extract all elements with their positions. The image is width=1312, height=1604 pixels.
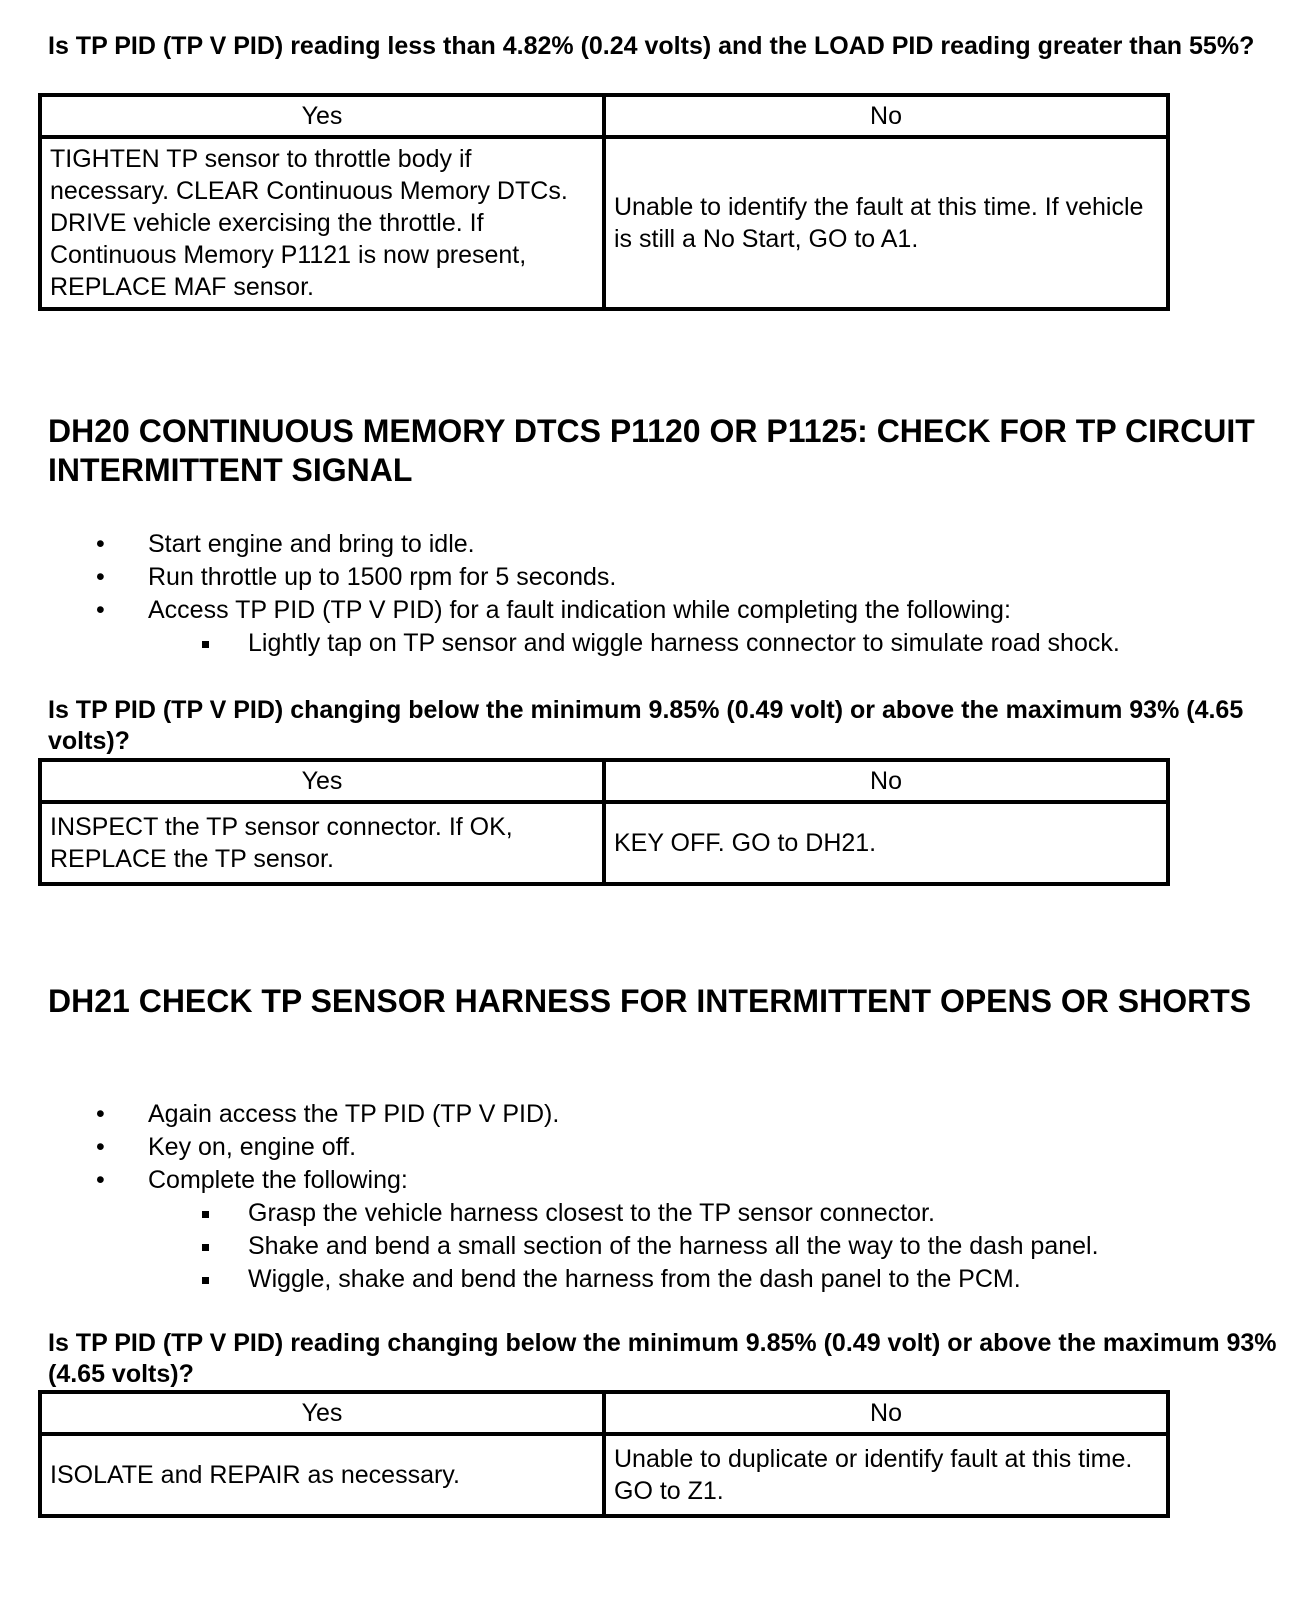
yes-action: ISOLATE and REPAIR as necessary.: [40, 1434, 604, 1516]
dh21-decision-table: [38, 1390, 1170, 1518]
dh20-steps: [48, 528, 1278, 660]
yes-header: Yes: [40, 760, 604, 802]
q1-question: Is TP PID (TP V PID) reading less than 4.82% (0.24 volts) and the LOAD PID reading greater than 55%?: [48, 32, 1255, 60]
list-subitem: Shake and bend a small section of the harness all the way to the dash panel.: [48, 1230, 1278, 1263]
dh21-heading: DH21 CHECK TP SENSOR HARNESS FOR INTERMITTENT OPENS OR SHORTS: [48, 983, 1252, 1019]
yes-action: INSPECT the TP sensor connector. If OK, REPLACE the TP sensor.: [40, 802, 604, 884]
dh21-question: Is TP PID (TP V PID) reading changing below the minimum 9.85% (0.49 volt) or above the maximum 93% (4.65 volts)?: [48, 1329, 1277, 1388]
list-item: • Complete the following:: [48, 1164, 1278, 1197]
no-header: No: [604, 95, 1168, 137]
yes-header: Yes: [40, 1392, 604, 1434]
list-item: • Again access the TP PID (TP V PID).: [48, 1098, 1278, 1131]
list-item: • Access TP PID (TP V PID) for a fault indication while completing the following:: [48, 594, 1278, 627]
dh20-question: Is TP PID (TP V PID) changing below the minimum 9.85% (0.49 volt) or above the maximum 93% (4.65 volts)?: [48, 696, 1244, 755]
list-subitem: Grasp the vehicle harness closest to the TP sensor connector.: [48, 1197, 1278, 1230]
q1-decision-table: [38, 93, 1170, 311]
no-action: Unable to duplicate or identify fault at this time. GO to Z1.: [604, 1434, 1168, 1516]
dh21-steps: [48, 1098, 1278, 1296]
list-item: • Run throttle up to 1500 rpm for 5 seconds.: [48, 561, 1278, 594]
no-header: No: [604, 1392, 1168, 1434]
list-subitem: Lightly tap on TP sensor and wiggle harness connector to simulate road shock.: [48, 627, 1278, 660]
yes-action: TIGHTEN TP sensor to throttle body if necessary. CLEAR Continuous Memory DTCs. DRIVE vehicle exercising the throttle. If Continuous Memory P1121 is now present, REPLACE MAF sensor.: [40, 137, 604, 309]
yes-header: Yes: [40, 95, 604, 137]
list-subitem: Wiggle, shake and bend the harness from the dash panel to the PCM.: [48, 1263, 1278, 1296]
list-item: • Start engine and bring to idle.: [48, 528, 1278, 561]
no-action: KEY OFF. GO to DH21.: [604, 802, 1168, 884]
list-item: • Key on, engine off.: [48, 1131, 1278, 1164]
dh20-heading: DH20 CONTINUOUS MEMORY DTCS P1120 OR P1125: CHECK FOR TP CIRCUIT INTERMITTENT SIGNAL: [48, 413, 1255, 488]
no-action: Unable to identify the fault at this time. If vehicle is still a No Start, GO to A1.: [604, 137, 1168, 309]
dh20-decision-table: [38, 758, 1170, 886]
no-header: No: [604, 760, 1168, 802]
